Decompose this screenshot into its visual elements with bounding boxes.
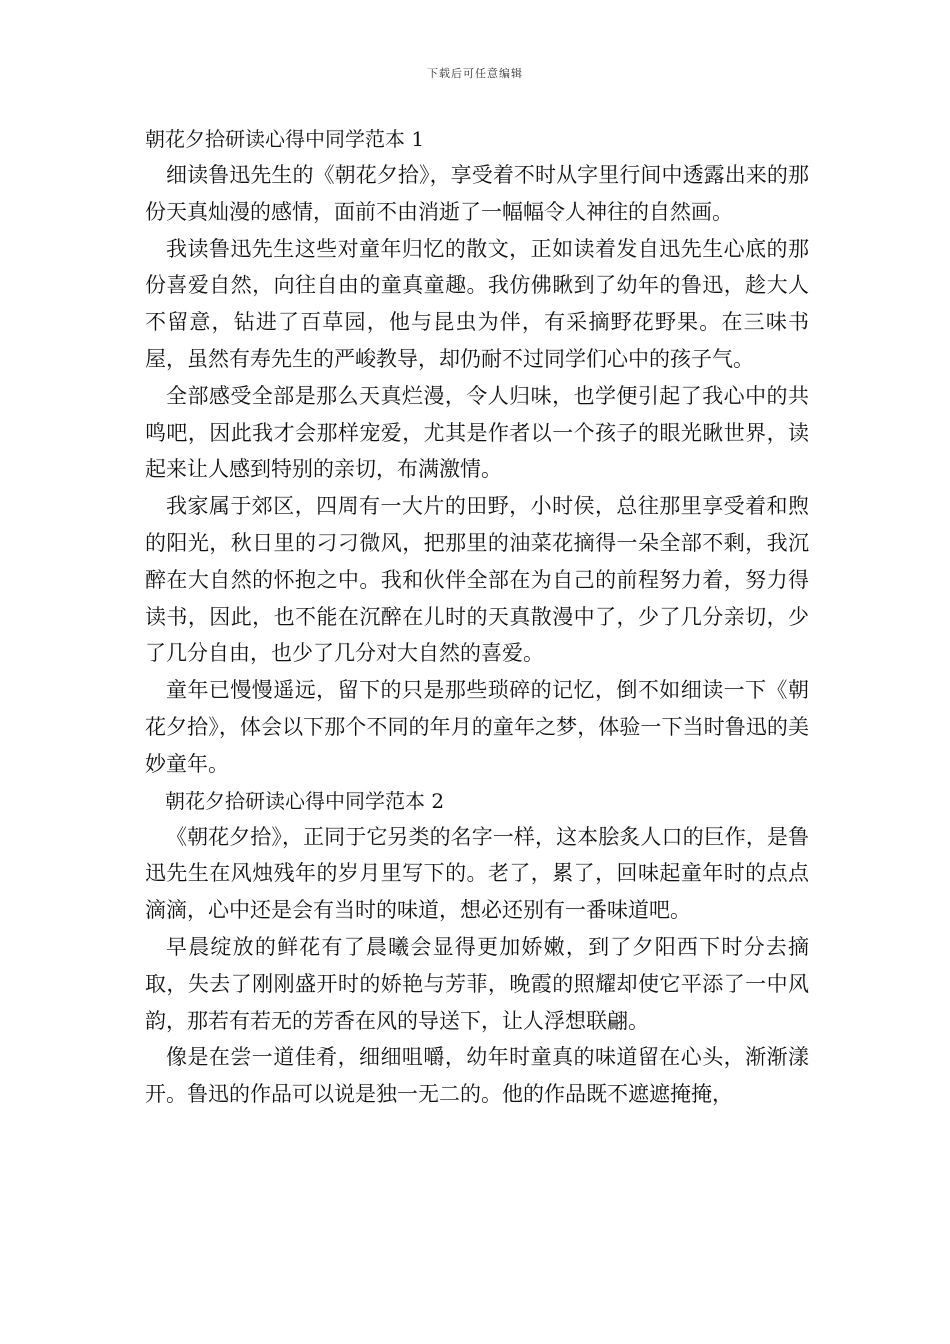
page-header: 下载后可任意编辑 bbox=[427, 67, 523, 80]
paragraph: 童年已慢慢遥远，留下的只是那些琐碎的记忆，倒不如细读一下《朝花夕拾》，体会以下那个不同的年月的童年之梦，体验一下当时鲁迅的美妙童年。 bbox=[145, 678, 809, 776]
paragraph: 细读鲁迅先生的《朝花夕拾》，享受着不时从字里行间中透露出来的那份天真灿漫的感情，面前不由消逝了一幅幅令人神往的自然画。 bbox=[145, 163, 809, 224]
paragraph: 我家属于郊区，四周有一大片的田野，小时侯，总往那里享受着和煦的阳光，秋日里的刁刁微风，把那里的油菜花摘得一朵全部不剩，我沉醉在大自然的怀抱之中。我和伙伴全部在为自己的前程努力着，努力得读书，因此，也不能在沉醉在儿时的天真散漫中了，少了几分亲切，少了几分自由，也少了几分对大自然的喜爱。 bbox=[145, 494, 809, 666]
paragraph: 全部感受全部是那么天真烂漫，令人归味，也学便引起了我心中的共鸣吧，因此我才会那样宠爱，尤其是作者以一个孩子的眼光瞅世界，读起来让人感到特别的亲切，布满激情。 bbox=[145, 383, 809, 482]
paragraph: 《朝花夕拾》，正同于它另类的名字一样，这本脍炙人口的巨作，是鲁迅先生在风烛残年的岁月里写下的。老了，累了，回味起童年时的点点滴滴，心中还是会有当时的味道，想必还别有一番味道吧。 bbox=[145, 824, 809, 923]
document-body bbox=[145, 121, 809, 1113]
paragraph: 早晨绽放的鲜花有了晨曦会显得更加娇嫩，到了夕阳西下时分去摘取，失去了刚刚盛开时的娇艳与芳菲，晚霞的照耀却使它平添了一中风韵，那若有若无的芳香在风的导送下，让人浮想联翩。 bbox=[145, 934, 809, 1033]
paragraph: 我读鲁迅先生这些对童年归忆的散文，正如读着发自迅先生心底的那份喜爱自然，向往自由的童真童趣。我仿佛瞅到了幼年的鲁迅，趁大人不留意，钻进了百草园，他与昆虫为伴，有采摘野花野果。在三味书屋，虽然有寿先生的严峻教导，却仍耐不过同学们心中的孩子气。 bbox=[145, 236, 809, 371]
paragraph: 像是在尝一道佳肴，细细咀嚼，幼年时童真的味道留在心头，渐渐漾开。鲁迅的作品可以说是独一无二的。他的作品既不遮遮掩掩， bbox=[145, 1045, 809, 1107]
section-title: 朝花夕拾研读心得中同学范本 1 bbox=[145, 127, 425, 151]
section-title: 朝花夕拾研读心得中同学范本 2 bbox=[165, 788, 445, 813]
